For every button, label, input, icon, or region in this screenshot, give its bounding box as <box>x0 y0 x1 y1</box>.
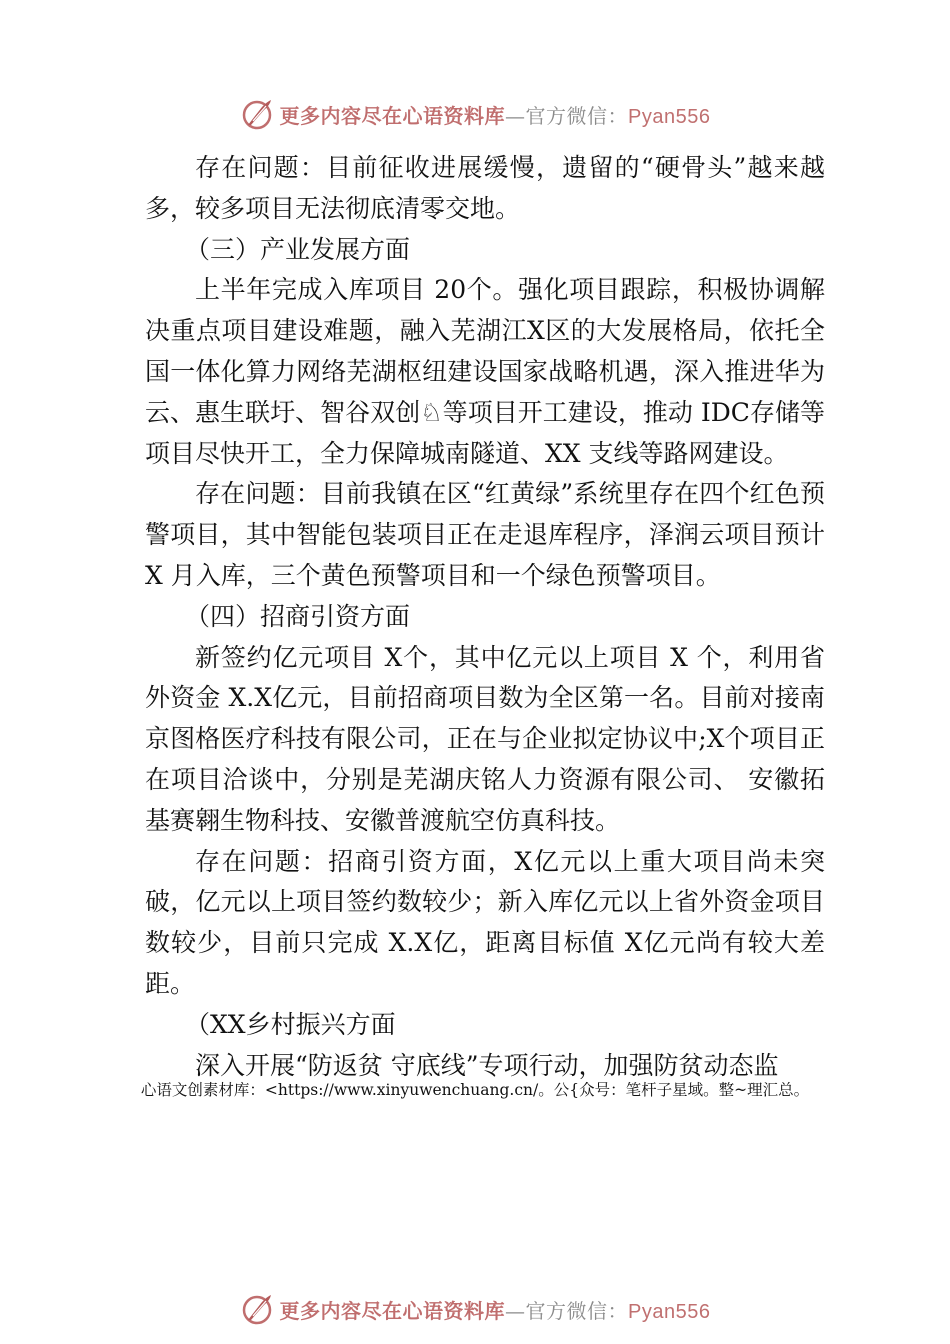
footer-note: 心语文创素材库：<https://www.xinyuwenchuang.cn/。公{众号：笔杆子星域。整~理汇总。 <box>140 1081 810 1099</box>
paragraph-problem-2: 存在问题：目前我镇在区“红黄绿”系统里存在四个红色预警项目，其中智能包装项目正在走退库程序，泽润云项目预计 X 月入库，三个黄色预警项目和一个绿色预警项目。 <box>145 479 825 590</box>
footer-banner <box>0 1287 950 1331</box>
banner-wechat-id: Pyan556 <box>628 105 711 128</box>
banner-title: 更多内容尽在心语资料库 <box>279 103 506 128</box>
quill-pen-logo-icon <box>240 1292 274 1326</box>
banner-separator: —官方微信： <box>505 103 629 128</box>
section-heading-5: （XX乡村振兴方面 <box>185 1009 396 1039</box>
paragraph-investment: 新签约亿元项目 X个，其中亿元以上项目 X 个，利用省外资金 X.X亿元，目前招商项目数为全区第一名。目前对接南京图格医疗科技有限公司，正在与企业拟定协议中;X个项目正在项目洽谈中，分别是芜湖庆铭人力资源有限公司、 安徽拓基赛翱生物科技、安徽普渡航空仿真科技。 <box>145 642 825 835</box>
banner-text <box>280 1295 711 1324</box>
banner-text <box>280 100 711 129</box>
banner-title: 更多内容尽在心语资料库 <box>279 1298 506 1323</box>
quill-pen-logo-icon <box>240 97 274 131</box>
paragraph-problem-1: 存在问题：目前征收进展缓慢，遗留的“硬骨头”越来越多，较多项目无法彻底清零交地。 <box>145 153 825 223</box>
section-heading-3: （三）产业发展方面 <box>185 234 411 264</box>
section-heading-4: （四）招商引资方面 <box>185 601 411 631</box>
banner-separator: —官方微信： <box>505 1298 629 1323</box>
paragraph-industry: 上半年完成入库项目 20个。强化项目跟踪，积极协调解决重点项目建设难题，融入芜湖江X区的大发展格局，依托全国一体化算力网络芜湖枢纽建设国家战略机遇，深入推进华为云、惠生联圩、智谷双创♘等项目开工建设，推动 IDC存储等项目尽快开工，全力保障城南隧道、XX 支线等路网建设。 <box>145 275 825 468</box>
banner-wechat-id: Pyan556 <box>628 1300 711 1323</box>
header-banner <box>0 92 950 136</box>
document-body <box>145 148 825 1086</box>
paragraph-problem-3: 存在问题：招商引资方面，X亿元以上重大项目尚未突破，亿元以上项目签约数较少；新入库亿元以上省外资金项目数较少，目前只完成 X.X亿，距离目标值 X亿元尚有较大差距。 <box>145 846 825 998</box>
paragraph-rural: 深入开展“防返贫 守底线”专项行动，加强防贫动态监 <box>195 1050 779 1080</box>
